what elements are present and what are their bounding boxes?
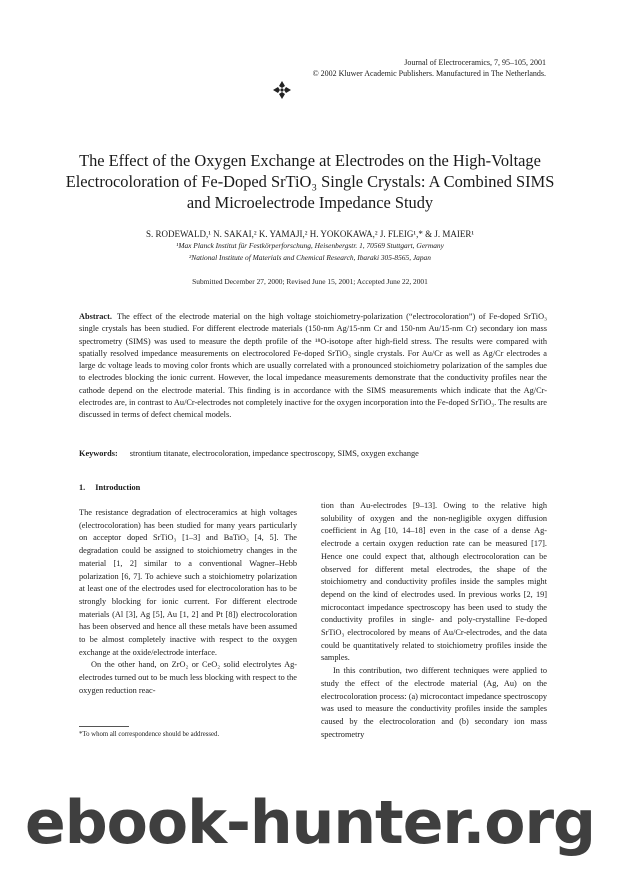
journal-header <box>313 57 546 79</box>
abstract-label: Abstract. <box>79 312 112 321</box>
keywords-text: strontium titanate, electrocoloration, impedance spectroscopy, SIMS, oxygen exchange <box>129 449 419 458</box>
publisher-logo-icon <box>272 80 292 100</box>
right-column <box>321 500 547 741</box>
author-list: S. RODEWALD,¹ N. SAKAI,² K. YAMAJI,² H. YOKOKAWA,² J. FLEIG¹,* & J. MAIER¹ <box>145 229 475 239</box>
copyright-line: © 2002 Kluwer Academic Publishers. Manufactured in The Netherlands. <box>312 69 546 78</box>
paragraph: On the other hand, on ZrO₂ or CeO₂ solid electrolytes Ag-electrodes turned out to be much less blocking with respect to the oxygen reduction reac- <box>79 660 297 695</box>
keywords-label: Keywords: <box>79 449 118 458</box>
submission-dates: Submitted December 27, 2000; Revised June 15, 2001; Accepted June 22, 2001 <box>192 277 428 286</box>
affiliation-2: ²National Institute of Materials and Chemical Research, Ibaraki 305-8565, Japan <box>189 253 431 262</box>
affiliation-1: ¹Max Planck Institut für Festkörperforschung, Heisenbergstr. 1, 70569 Stuttgart, Germany <box>176 241 444 250</box>
abstract-text: The effect of the electrode material on the high voltage stoichiometry-polarization (“electrocoloration”) of Fe-doped SrTiO₃ single crystals has been studied. For different electrode materials (150-nm Ag/15-nm Cr and 150-nm Au/15-nm Cr) secondary ion mass spectrometry (SIMS) was used to measure the depth profile of the ¹⁸O-isotope after high-field stress. The results were compared with spatially resolved impedance measurements on electrocolored Fe-doped SrTiO₃ single crystals. For Au/Cr as well as Ag/Cr electrodes a large dc voltage leads to moving color fronts which are usually correlated with a pronounced stoichiometry polarization of the samples due to electrodes blocking the ionic current. However, the local impedance measurements demonstrate that the conductivity profiles near the cathode depend on the electrode material. This finding is in accordance with the SIMS measurements which indicate that the Ag/Cr-electrodes are, in contrast to Au/Cr-electrodes not completely inactive for the oxygen incorporation into the Fe-doped SrTiO₃. The results are discussed in terms of defect chemical models. <box>79 312 547 419</box>
paragraph: tion than Au-electrodes [9–13]. Owing to the relative high solubility of oxygen and the non-negligible oxygen diffusion coefficient in Ag [10, 14–18] even in the case of a dense Ag-electrode a certain oxygen reduction rate can be measured [17]. Hence one could expect that, although electrocoloration can be observed for different metal electrodes, the shape of the stoichiometry and conductivity profiles inside the samples might depend on the kind of electrodes used. In previous works [2, 19] microcontact impedance spectroscopy has been used to study the conductivity profiles in single- and poly-crystalline Fe-doped SrTiO₃ electrocolored by means of Au/Cr-electrodes, and the data could be quantitatively related to stoichiometry profiles inside the samples. <box>321 501 547 663</box>
footnote-divider <box>79 726 129 727</box>
watermark: ebook-hunter.org <box>25 788 595 858</box>
paragraph: In this contribution, two different techniques were applied to study the effect of the electrode material (Ag, Au) on the electrocoloration process: (a) microcontact impedance spectroscopy was used to measure the conductivity profiles inside the samples caused by the electrocoloration and (b) secondary ion mass spectrometry <box>321 666 547 739</box>
left-column <box>79 507 297 698</box>
section-title: Introduction <box>95 483 141 492</box>
paragraph: The resistance degradation of electroceramics at high voltages (electrocoloration) has been studied for many years particularly on acceptor doped SrTiO₃ [1–3] and BaTiO₃ [4, 5]. The degradation could be assigned to stoichiometry changes in the material [1, 2] similar to a conventional Wagner–Hebb polarization [6, 7]. To achieve such a stoichiometry polarization at least one of the electrodes used for electrocoloration has to be strongly blocking for ionic current. For different electrode materials (Al [3], Ag [5], Au [1, 2] and Pt [8]) electrocoloration has been observed and hence all these metals have been assumed to be almost completely inactive with respect to the oxygen exchange at the oxide/electrode interface. <box>79 508 297 657</box>
section-heading <box>79 483 150 492</box>
journal-citation: Journal of Electroceramics, 7, 95–105, 2001 <box>404 58 546 67</box>
abstract <box>79 311 547 421</box>
paper-title: The Effect of the Oxygen Exchange at Electrodes on the High-Voltage Electrocoloration of Fe-Doped SrTiO₃ Single Crystals: A Combined SIMS and Microelectrode Impedance Study <box>65 151 555 212</box>
section-number: 1. <box>79 483 86 492</box>
footnote: *To whom all correspondence should be addressed. <box>79 731 220 738</box>
keywords <box>79 449 419 458</box>
